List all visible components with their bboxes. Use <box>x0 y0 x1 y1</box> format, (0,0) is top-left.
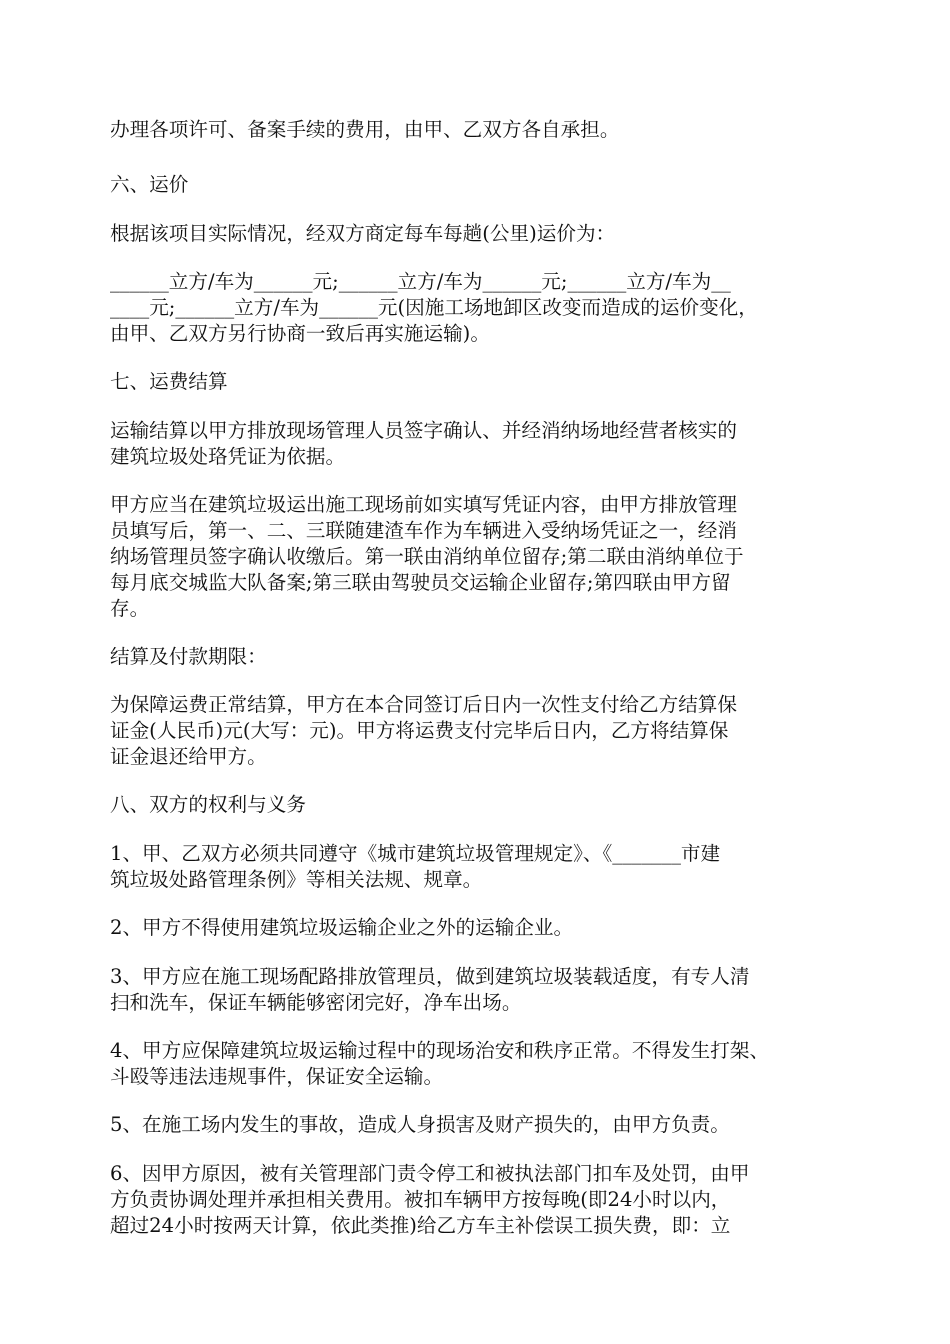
text-line: 证金(人民币)元(大写：元)。甲方将运费支付完毕后日内，乙方将结算保 <box>110 719 729 742</box>
text-line: 纳场管理员签字确认收缴后。第一联由消纳单位留存;第二联由消纳单位于 <box>110 545 744 568</box>
text-line: 1、甲、乙双方必须共同遵守《城市建筑垃圾管理规定》、《_______市建 <box>110 842 721 865</box>
text-line: 办理各项许可、备案手续的费用，由甲、乙双方各自承担。 <box>110 118 620 141</box>
text-line: 超过24小时按两天计算，依此类推)给乙方车主补偿误工损失费，即：立 <box>110 1214 731 1237</box>
text-line: 根据该项目实际情况，经双方商定每车每趟(公里)运价为： <box>110 222 616 245</box>
section-heading: 八、双方的权利与义务 <box>110 793 306 816</box>
text-line: 筑垃圾处路管理条例》等相关法规、规章。 <box>110 868 483 891</box>
text-line: 4、甲方应保障建筑垃圾运输过程中的现场治安和秩序正常。不得发生打架、 <box>110 1039 770 1062</box>
text-line: 证金退还给甲方。 <box>110 745 267 768</box>
section-heading: 七、运费结算 <box>110 370 228 393</box>
text-line: 每月底交城监大队备案;第三联由驾驶员交运输企业留存;第四联由甲方留 <box>110 571 731 594</box>
text-line: 6、因甲方原因，被有关管理部门责令停工和被执法部门扣车及处罚，由甲 <box>110 1162 750 1185</box>
text-line: 由甲、乙双方另行协商一致后再实施运输)。 <box>110 322 490 345</box>
text-line: 员填写后，第一、二、三联随建渣车作为车辆进入受纳场凭证之一，经消 <box>110 519 737 542</box>
text-line: 2、甲方不得使用建筑垃圾运输企业之外的运输企业。 <box>110 916 574 939</box>
text-line: 方负责协调处理并承担相关费用。被扣车辆甲方按每晚(即24小时以内， <box>110 1188 731 1211</box>
section-heading: 六、运价 <box>110 173 189 196</box>
text-line: ____元;______立方/车为______元(因施工场地卸区改变而造成的运价变化， <box>110 296 758 319</box>
text-line: 为保障运费正常结算，甲方在本合同签订后日内一次性支付给乙方结算保 <box>110 693 737 716</box>
text-line: 扫和洗车，保证车辆能够密闭完好，净车出场。 <box>110 991 522 1014</box>
text-line: 3、甲方应在施工现场配路排放管理员，做到建筑垃圾装载适度，有专人清 <box>110 965 750 988</box>
text-line: 5、在施工场内发生的事故，造成人身损害及财产损失的，由甲方负责。 <box>110 1113 730 1136</box>
text-line: 存。 <box>110 597 150 620</box>
text-line: 建筑垃圾处珞凭证为依据。 <box>110 445 346 468</box>
text-line: 运输结算以甲方排放现场管理人员签字确认、并经消纳场地经营者核实的 <box>110 419 737 442</box>
text-line: 斗殴等违法违规事件，保证安全运输。 <box>110 1065 444 1088</box>
subheading: 结算及付款期限： <box>110 645 267 668</box>
text-line: ______立方/车为______元;______立方/车为______元;______立方/车为__ <box>110 270 731 293</box>
text-line: 甲方应当在建筑垃圾运出施工现场前如实填写凭证内容，由甲方排放管理 <box>110 493 737 516</box>
